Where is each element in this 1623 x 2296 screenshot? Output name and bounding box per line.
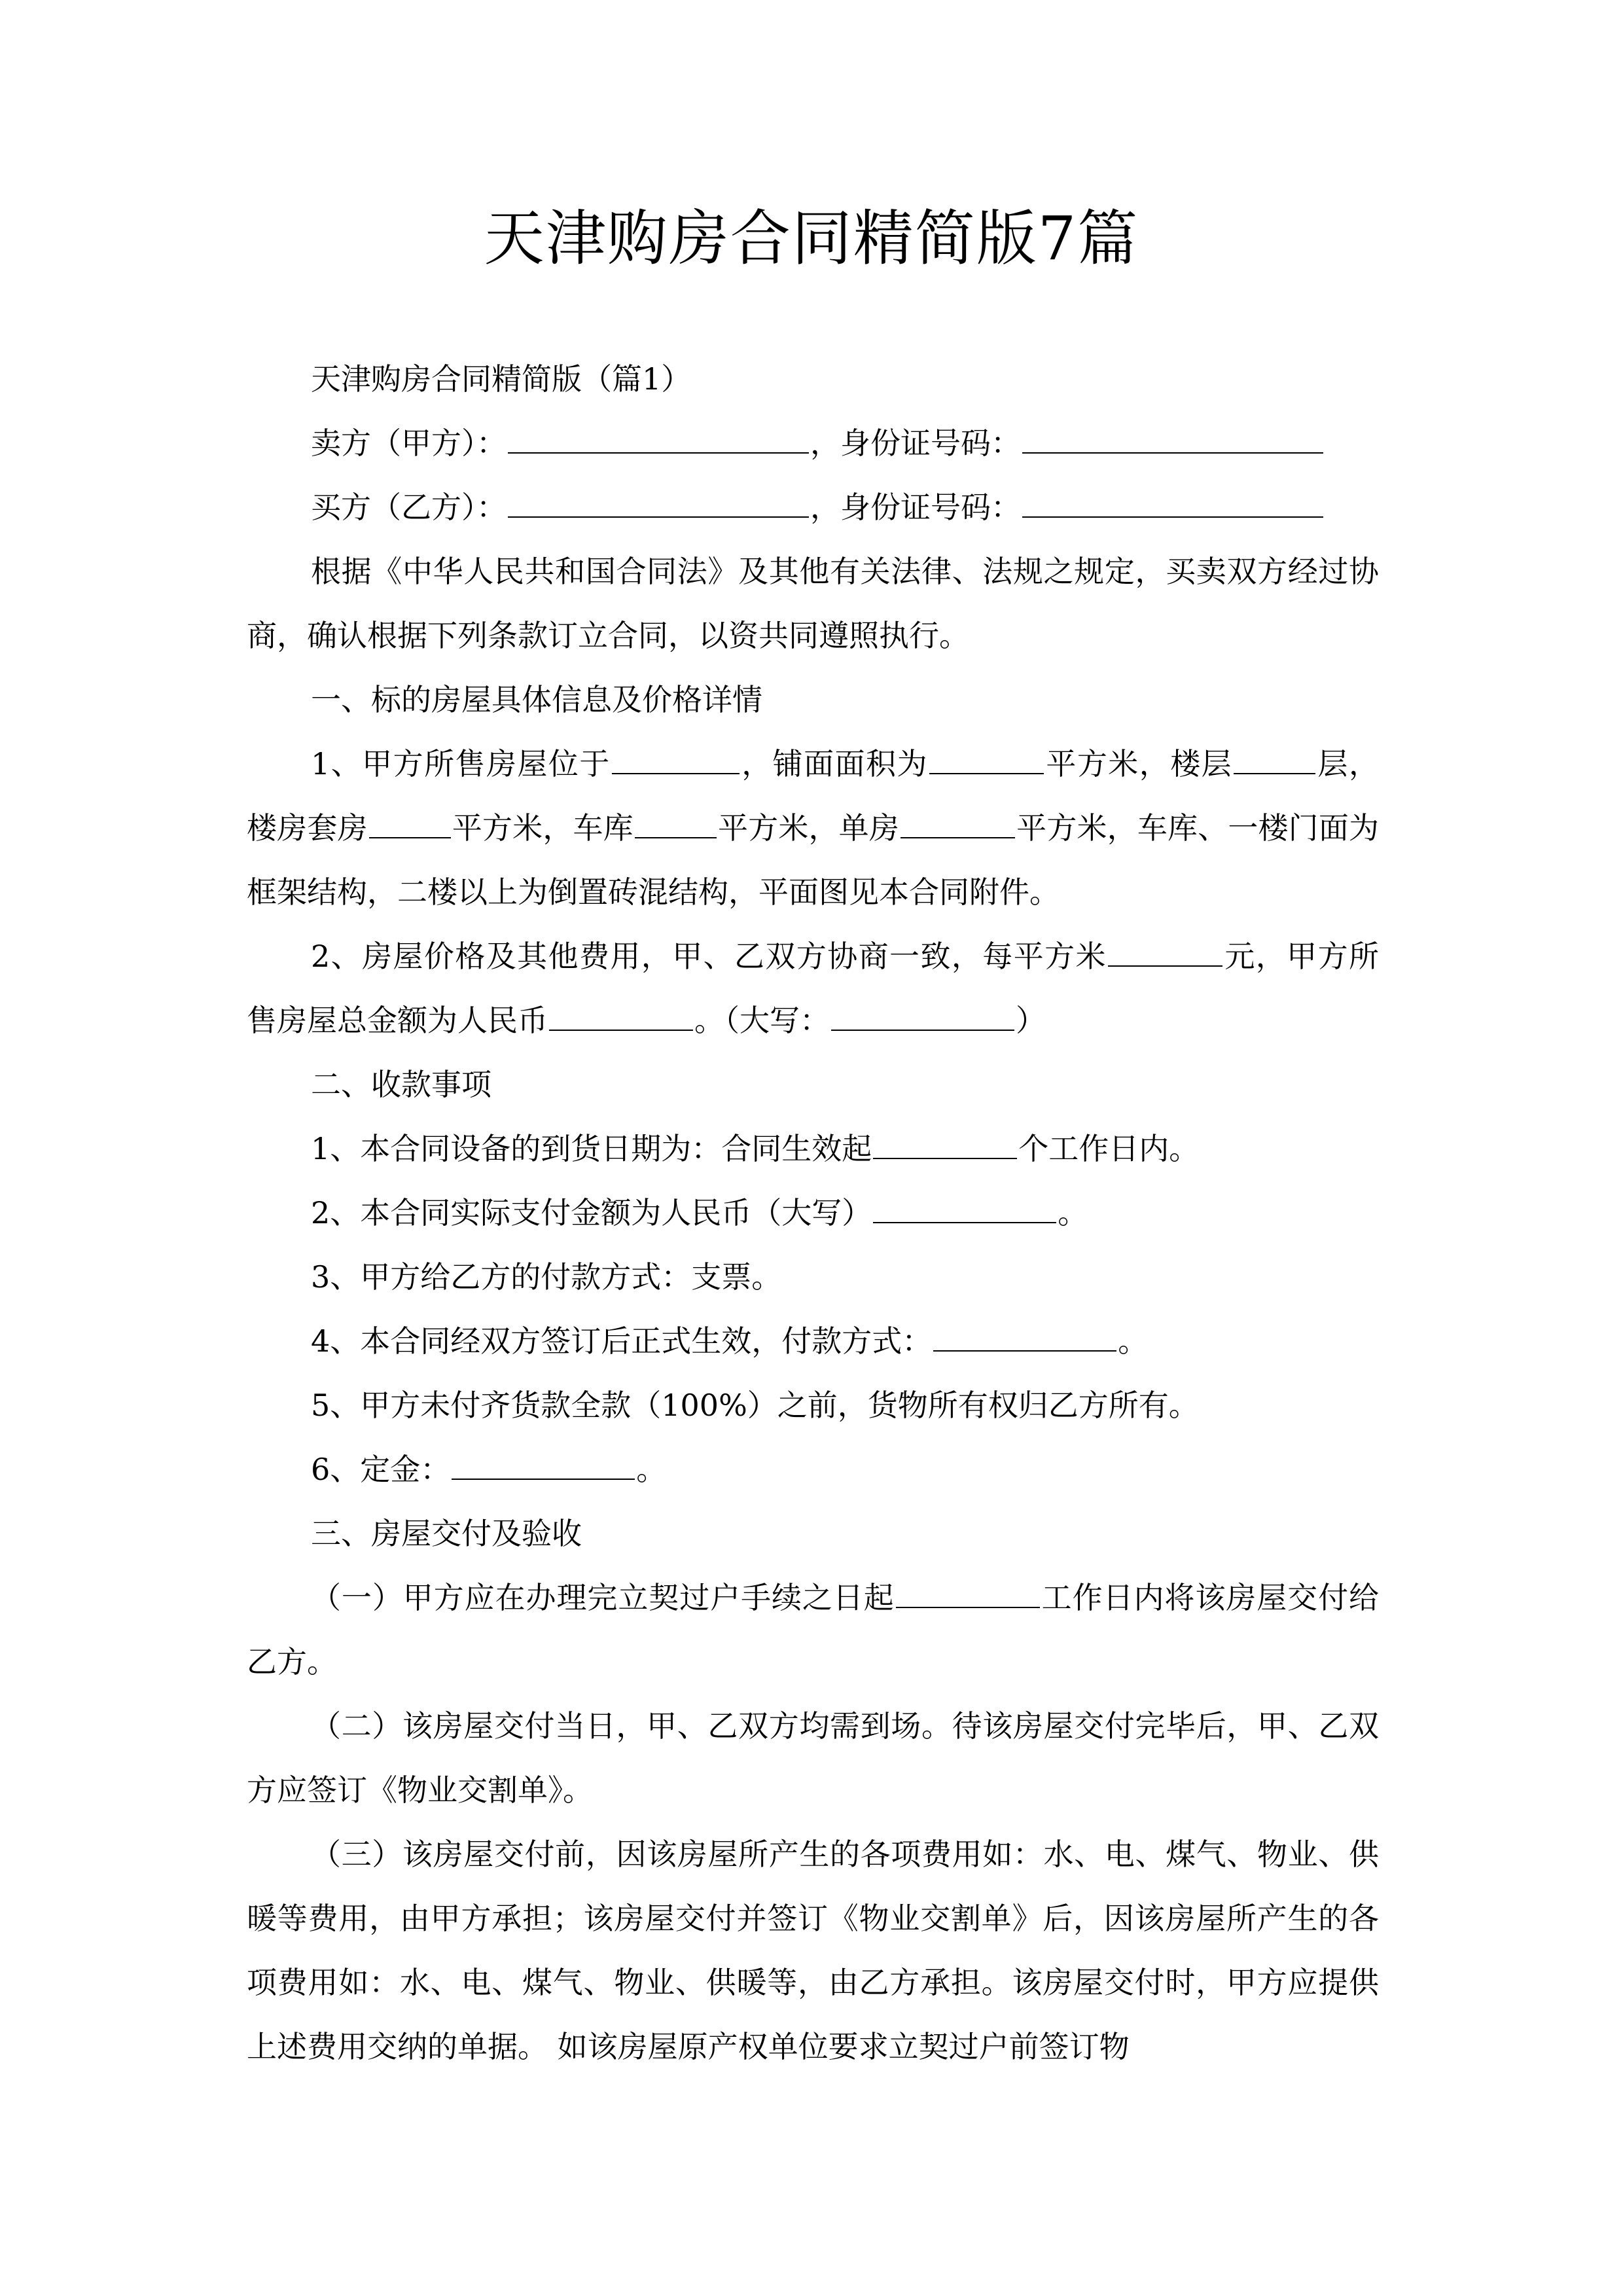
article-1-item-1 <box>247 732 1379 924</box>
section-heading: 天津购房合同精简版（篇1） <box>311 361 692 397</box>
seller-id-label: ，身份证号码： <box>810 425 1021 461</box>
text-span: 1、甲方所售房屋位于 <box>311 746 611 781</box>
document-body <box>247 347 1379 2079</box>
buyer-line <box>247 475 1379 539</box>
total-amount-blank[interactable] <box>549 1001 693 1031</box>
document-title: 天津购房合同精简版7篇 <box>484 204 1139 274</box>
text-span: 个工作日内。 <box>1018 1131 1200 1166</box>
text-span: 平方米，车库、一楼门面为框架结构，二楼以上为倒置砖混结构，平面图见本合同附件。 <box>247 810 1380 910</box>
article-2-heading: 二、收款事项 <box>311 1067 491 1102</box>
text-span: 层，楼房套房 <box>247 746 1379 846</box>
garage-area-blank[interactable] <box>635 808 717 838</box>
article-2-item-3: 3、甲方给乙方的付款方式：支票。 <box>311 1259 782 1295</box>
text-span: 6、定金： <box>311 1452 451 1487</box>
text-span: 2、房屋价格及其他费用，甲、乙双方协商一致，每平方米 <box>311 939 1107 974</box>
article-2-item-4 <box>247 1309 1379 1373</box>
article-2-item-5: 5、甲方未付齐货款全款（100%）之前，货物所有权归乙方所有。 <box>311 1388 1199 1423</box>
text-span: 元，甲方所售房屋总金额为人民币 <box>247 939 1379 1038</box>
text-span: 。 <box>1058 1195 1088 1230</box>
article-2-item-6 <box>247 1437 1379 1501</box>
article-1-heading: 一、标的房屋具体信息及价格详情 <box>311 682 762 717</box>
payment-amount-words-blank[interactable] <box>873 1193 1056 1223</box>
seller-label: 卖方（甲方）： <box>311 425 507 461</box>
single-room-area-blank[interactable] <box>901 808 1015 838</box>
article-3-clause-3: （三）该房屋交付前，因该房屋所产生的各项费用如：水、电、煤气、物业、供暖等费用，由甲方承担；该房屋交付并签订《物业交割单》后，因该房屋所产生的各项费用如：水、电、煤气、物业、供暖等，由乙方承担。该房屋交付时，甲方应提供上述费用交纳的单据。 如该房屋原产权单位要求立契过户前签订物 <box>247 1837 1379 2064</box>
preamble-paragraph: 根据《中华人民共和国合同法》及其他有关法律、法规之规定，买卖双方经过协商，确认根据下列条款订立合同，以资共同遵照执行。 <box>247 554 1379 653</box>
floor-blank[interactable] <box>1234 744 1315 774</box>
text-span: 。（大写： <box>694 1003 830 1038</box>
payment-method-blank[interactable] <box>933 1321 1116 1352</box>
article-3-clause-2: （二）该房屋交付当日，甲、乙双方均需到场。待该房屋交付完毕后，甲、乙双方应签订《物业交割单》。 <box>247 1708 1379 1808</box>
text-span: 平方米，楼层 <box>1044 746 1233 781</box>
seller-line <box>247 411 1379 475</box>
total-amount-words-blank[interactable] <box>831 1001 1014 1031</box>
buyer-id-label: ，身份证号码： <box>810 490 1021 525</box>
text-span: 工作日内将该房屋交付给乙方。 <box>247 1580 1380 1679</box>
text-span: ，铺面面积为 <box>740 746 928 781</box>
text-span: 平方米，车库 <box>452 810 633 846</box>
text-span: 平方米，单房 <box>717 810 900 846</box>
article-3-clause-1 <box>247 1566 1379 1694</box>
delivery-days-blank[interactable] <box>873 1129 1017 1159</box>
shop-area-blank[interactable] <box>929 744 1044 774</box>
article-2-item-2 <box>247 1181 1379 1245</box>
article-1-item-2 <box>247 924 1379 1052</box>
seller-id-blank[interactable] <box>1022 423 1323 454</box>
handover-days-blank[interactable] <box>896 1578 1040 1608</box>
deposit-blank[interactable] <box>452 1450 635 1480</box>
text-span: 1、本合同设备的到货日期为：合同生效起 <box>311 1131 872 1166</box>
text-span: 2、本合同实际支付金额为人民币（大写） <box>311 1195 872 1230</box>
buyer-label: 买方（乙方）： <box>311 490 507 525</box>
text-span: 。 <box>1118 1323 1149 1359</box>
buyer-id-blank[interactable] <box>1022 488 1323 518</box>
text-span: 4、本合同经双方签订后正式生效，付款方式： <box>311 1323 933 1359</box>
article-3-heading: 三、房屋交付及验收 <box>311 1516 582 1551</box>
price-per-sqm-blank[interactable] <box>1108 937 1222 967</box>
buyer-name-blank[interactable] <box>508 488 809 518</box>
text-span: ） <box>1016 1003 1046 1038</box>
article-2-item-1 <box>247 1117 1379 1181</box>
suite-area-blank[interactable] <box>369 808 451 838</box>
text-span: （一）甲方应在办理完立契过户手续之日起 <box>311 1580 895 1615</box>
location-blank[interactable] <box>612 744 740 774</box>
seller-name-blank[interactable] <box>508 423 809 454</box>
text-span: 。 <box>636 1452 667 1487</box>
